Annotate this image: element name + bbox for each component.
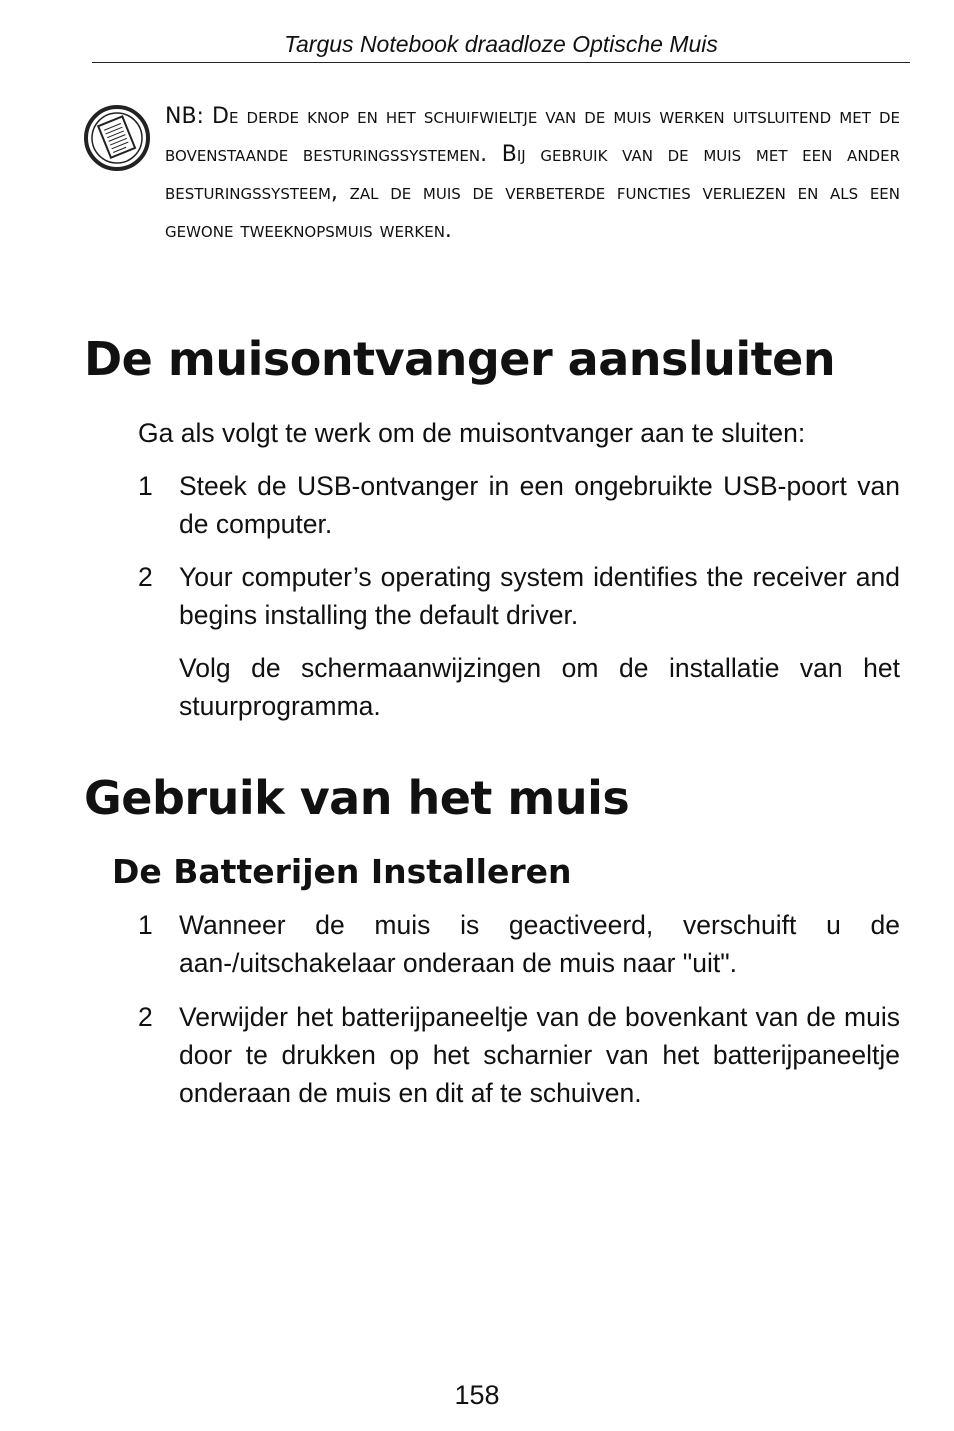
step-number: 2 (138, 1002, 153, 1032)
running-header: Targus Notebook draadloze Optische Muis (284, 31, 718, 57)
page-number: 158 (454, 1380, 500, 1410)
header-rule (92, 62, 910, 63)
step-number: 1 (138, 910, 153, 940)
list-item (138, 558, 900, 634)
step-text: Wanneer de muis is geactiveerd, verschuift u de aan-/uitschakelaar onderaan de muis naar "uit". (179, 910, 900, 978)
step-text: Your computer’s operating system identifies the receiver and begins installing the default driver. (179, 562, 900, 630)
followup-paragraph: Volg de schermaanwijzingen om de installatie van het stuurprogramma. (179, 653, 900, 721)
step-number: 1 (138, 471, 153, 501)
intro-paragraph: Ga als volgt te werk om de muisontvanger aan te sluiten: (138, 418, 806, 448)
step-text: Verwijder het batterijpaneeltje van de bovenkant van de muis door te drukken op het scharnier van het batterijpaneeltje onderaan de muis en dit af te schuiven. (179, 1002, 900, 1108)
list-item (138, 467, 900, 543)
subsection-heading-batteries: De Batterijen Installeren (112, 852, 572, 891)
step-text: Steek de USB-ontvanger in een ongebruikte USB-poort van de computer. (179, 471, 900, 539)
list-item (138, 906, 900, 982)
section-heading-connect: De muisontvanger aansluiten (84, 332, 836, 386)
section-heading-use: Gebruik van het muis (84, 771, 630, 825)
list-item (138, 998, 900, 1112)
step-number: 2 (138, 562, 153, 592)
note-text: NB: De derde knop en het schuifwieltje van de muis werken uitsluitend met de bovenstaande besturingssystemen. Bij gebruik van de muis met een ander besturingssysteem, zal de muis de verbeterde functies verliezen en als een gewone tweeknopsmuis werken. (165, 104, 900, 243)
notepad-icon (82, 102, 152, 174)
